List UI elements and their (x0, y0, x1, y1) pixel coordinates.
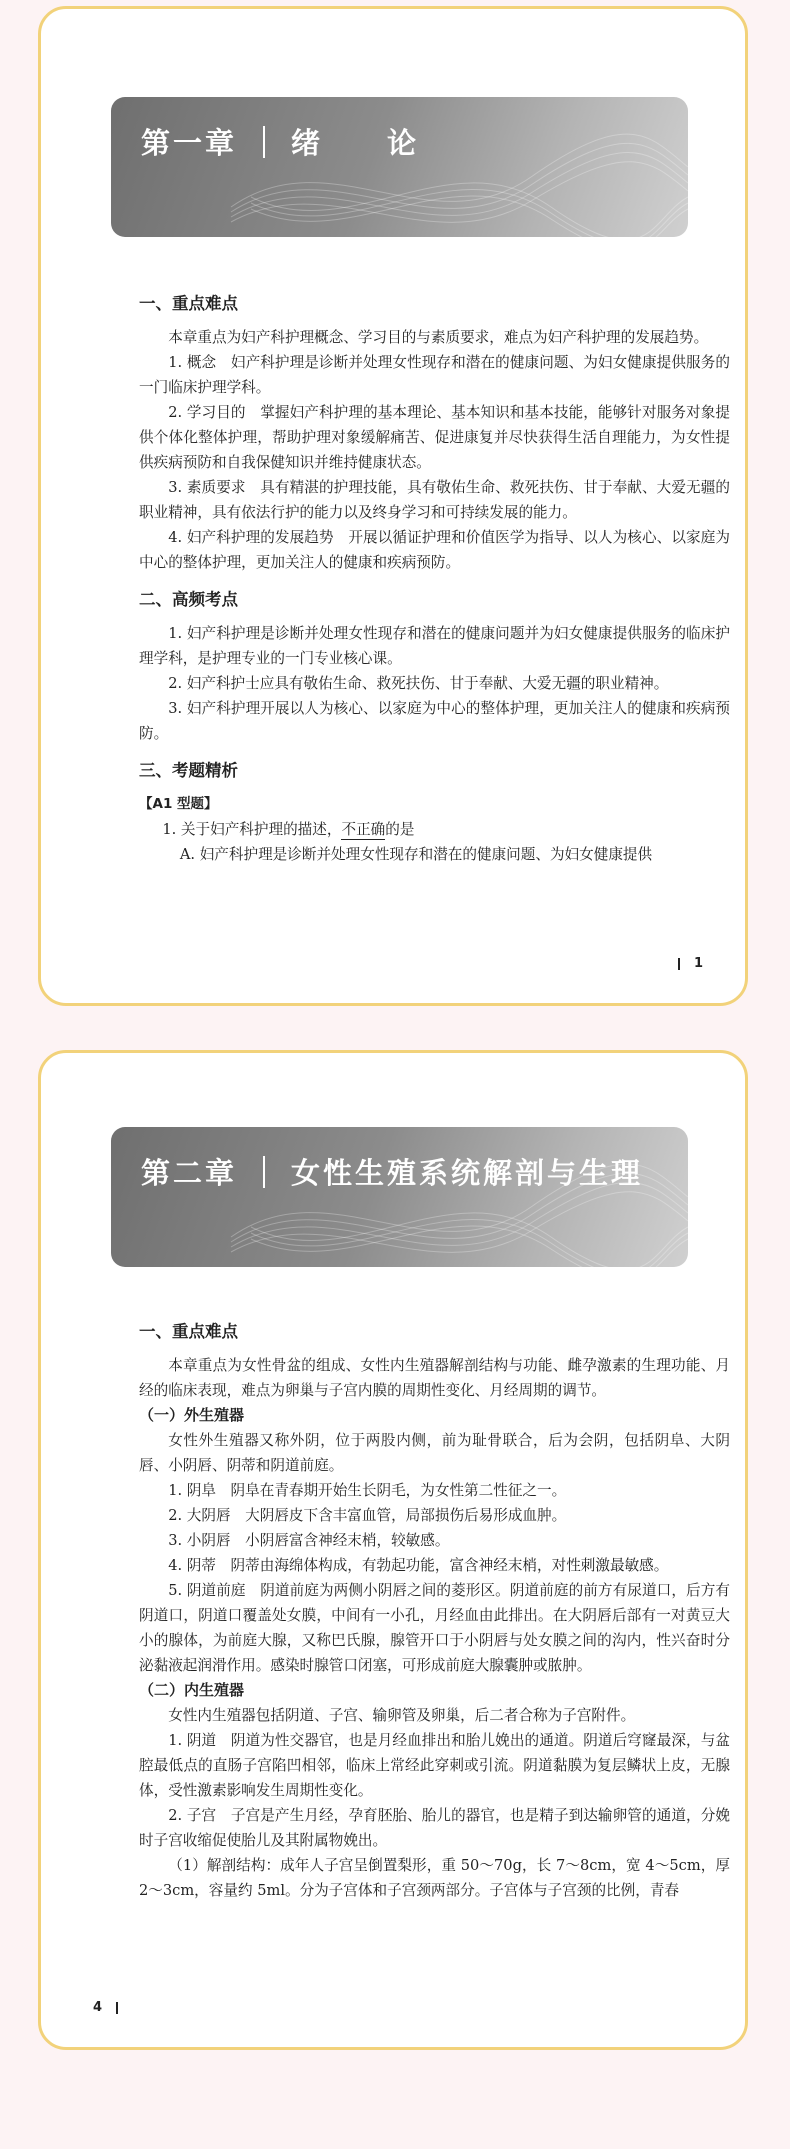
paragraph: 3. 小阴唇 小阴唇富含神经末梢，较敏感。 (168, 1532, 450, 1549)
section-heading: 二、高频考点 (139, 590, 238, 609)
page-content (139, 1319, 730, 1903)
question-suffix: 的是 (385, 821, 415, 838)
paragraph: 3. 妇产科护理开展以人为核心、以家庭为中心的整体护理，更加关注人的健康和疾病预防。 (139, 700, 730, 742)
page-number-text: 1 (693, 956, 703, 971)
paragraph: （1）解剖结构：成年人子宫呈倒置梨形，重 50～70g，长 7～8cm，宽 4～5cm，厚 2～3cm，容量约 5ml。分为子宫体和子宫颈两部分。子宫体与子宫颈的比例，青春 (139, 1857, 730, 1899)
page-number-text: 4 (93, 2000, 103, 2015)
paragraph: 1. 妇产科护理是诊断并处理女性现存和潜在的健康问题并为妇女健康提供服务的临床护理学科，是护理专业的一门专业核心课。 (139, 625, 730, 667)
chapter-banner (111, 1127, 688, 1267)
paragraph: 3. 素质要求 具有精湛的护理技能，具有敬佑生命、救死扶伤、甘于奉献、大爱无疆的职业精神，具有依法行护的能力以及终身学习和可持续发展的能力。 (139, 479, 730, 521)
title-divider (263, 126, 265, 158)
chapter-banner (111, 97, 688, 237)
page-content (139, 291, 730, 867)
paragraph: 女性外生殖器又称外阴，位于两股内侧，前为耻骨联合，后为会阴，包括阴阜、大阴唇、小阴唇、阴蒂和阴道前庭。 (139, 1432, 730, 1474)
paragraph: 4. 阴蒂 阴蒂由海绵体构成，有勃起功能，富含神经末梢，对性刺激最敏感。 (168, 1557, 669, 1574)
answer-option-a: A. 妇产科护理是诊断并处理女性现存和潜在的健康问题、为妇女健康提供 (179, 846, 653, 863)
question-emphasis: 不正确 (341, 821, 386, 838)
page-number-bar (678, 958, 680, 970)
paragraph: 1. 阴道 阴道为性交器官，也是月经血排出和胎儿娩出的通道。阴道后穹窿最深，与盆腔最低点的直肠子宫陷凹相邻，临床上常经此穿刺或引流。阴道黏膜为复层鳞状上皮，无腺体，受性激素影响发生周期性变化。 (139, 1732, 730, 1799)
chapter-label: 第一章 (141, 126, 238, 160)
subsection-heading: （一）外生殖器 (139, 1406, 245, 1424)
chapter-heading (141, 121, 419, 162)
section-heading: 三、考题精析 (139, 761, 238, 780)
question-type-label: 【A1 型题】 (139, 796, 218, 812)
paragraph: 2. 妇产科护士应具有敬佑生命、救死扶伤、甘于奉献、大爱无疆的职业精神。 (168, 675, 669, 692)
page-number-bar (116, 2002, 118, 2014)
book-page-1 (38, 6, 748, 1006)
wave-decoration (111, 97, 688, 237)
subsection-heading: （二）内生殖器 (139, 1681, 245, 1699)
book-page-4 (38, 1050, 748, 2050)
chapter-title: 绪 论 (291, 126, 420, 160)
paragraph: 本章重点为妇产科护理概念、学习目的与素质要求，难点为妇产科护理的发展趋势。 (168, 329, 709, 346)
chapter-heading (141, 1151, 643, 1192)
paragraph: 1. 阴阜 阴阜在青春期开始生长阴毛，为女性第二性征之一。 (168, 1482, 567, 1499)
paragraph: 1. 概念 妇产科护理是诊断并处理女性现存和潜在的健康问题、为妇女健康提供服务的一门临床护理学科。 (139, 354, 730, 396)
section-heading: 一、重点难点 (139, 294, 238, 313)
title-divider (263, 1156, 265, 1188)
paragraph: 2. 子宫 子宫是产生月经，孕育胚胎、胎儿的器官，也是精子到达输卵管的通道，分娩时子宫收缩促使胎儿及其附属物娩出。 (139, 1807, 730, 1849)
paragraph: 5. 阴道前庭 阴道前庭为两侧小阴唇之间的菱形区。阴道前庭的前方有尿道口，后方有阴道口，阴道口覆盖处女膜，中间有一小孔，月经血由此排出。在大阴唇后部有一对黄豆大小的腺体，为前庭大腺，又称巴氏腺，腺管开口于小阴唇与处女膜之间的沟内，性兴奋时分泌黏液起润滑作用。感染时腺管口闭塞，可形成前庭大腺囊肿或脓肿。 (139, 1582, 730, 1674)
paragraph: 2. 学习目的 掌握妇产科护理的基本理论、基本知识和基本技能，能够针对服务对象提供个体化整体护理，帮助护理对象缓解痛苦、促进康复并尽快获得生活自理能力，为女性提供疾病预防和自我保健知识并维持健康状态。 (139, 404, 730, 471)
wave-decoration (111, 1127, 688, 1267)
chapter-label: 第二章 (141, 1156, 238, 1190)
paragraph: 2. 大阴唇 大阴唇皮下含丰富血管，局部损伤后易形成血肿。 (168, 1507, 567, 1524)
section-heading: 一、重点难点 (139, 1322, 238, 1341)
paragraph: 女性内生殖器包括阴道、子宫、输卵管及卵巢，后二者合称为子宫附件。 (168, 1707, 636, 1724)
paragraph: 本章重点为女性骨盆的组成、女性内生殖器解剖结构与功能、雌孕激素的生理功能、月经的临床表现，难点为卵巢与子宫内膜的周期性变化、月经周期的调节。 (139, 1357, 730, 1399)
paragraph: 4. 妇产科护理的发展趋势 开展以循证护理和价值医学为指导、以人为核心、以家庭为中心的整体护理，更加关注人的健康和疾病预防。 (139, 529, 730, 571)
page-number (678, 956, 703, 971)
chapter-title: 女性生殖系统解剖与生理 (291, 1156, 644, 1190)
question-prefix: 1. 关于妇产科护理的描述， (162, 821, 342, 838)
question-text (139, 817, 730, 842)
page-number (93, 2000, 118, 2015)
